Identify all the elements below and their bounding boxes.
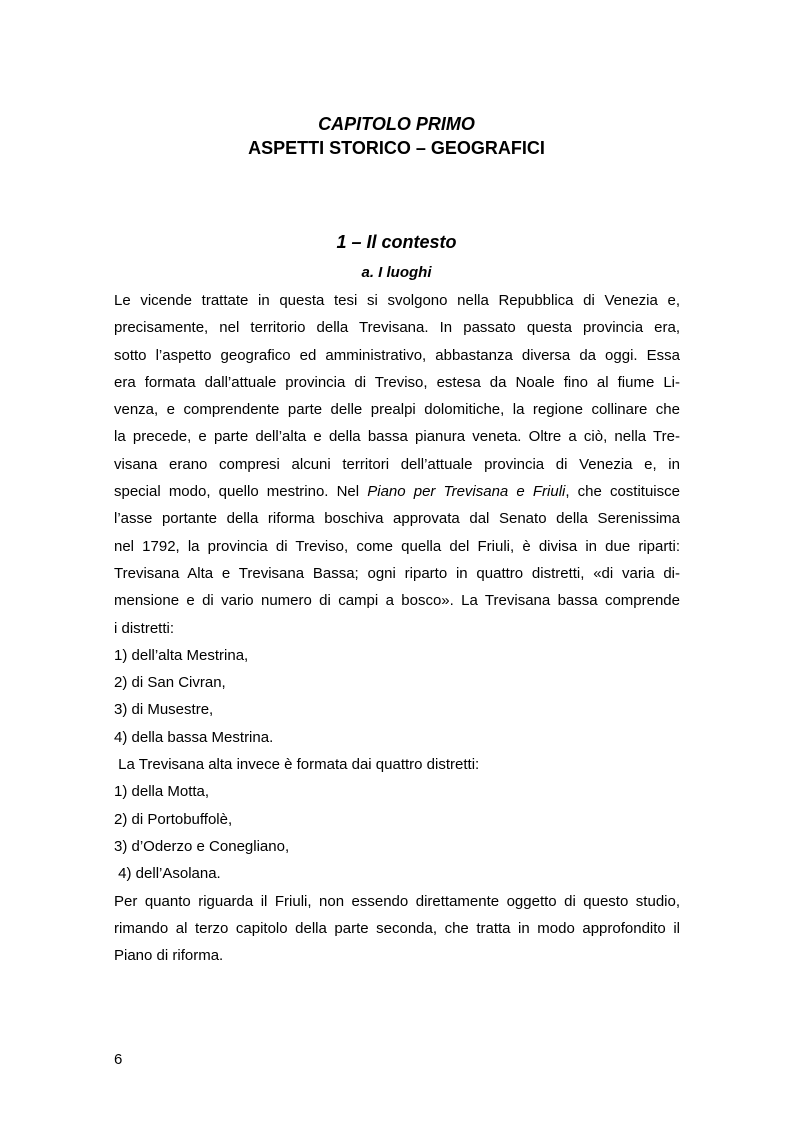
text-run: special modo, quello mestrino. Nel [114, 483, 368, 501]
paragraph-line: Piano di riforma. [114, 947, 224, 965]
paragraph-line: Le vicende trattate in questa tesi si svolgono nella Repubblica di Venezia e, [114, 292, 680, 309]
chapter-label: CAPITOLO PRIMO [318, 114, 475, 134]
list-item: 3) di Musestre, [114, 701, 214, 719]
paragraph-line: l’asse portante della riforma boschiva approvata dal Senato della Serenissima [114, 510, 680, 528]
page-number: 6 [114, 1051, 123, 1068]
paragraph-line: era formata dall’attuale provincia di Treviso, estesa da Noale fino al fiume Li- [114, 373, 680, 391]
chapter-title: ASPETTI STORICO – GEOGRAFICI [248, 138, 545, 158]
paragraph-line: venza, e comprendente parte delle prealpi dolomitiche, la regione collinare che [114, 401, 680, 419]
section-title: 1 – Il contesto [336, 232, 457, 252]
paragraph-line: mensione e di vario numero di campi a bosco». La Trevisana bassa comprende [114, 592, 680, 610]
paragraph-line: sotto l’aspetto geografico ed amministrativo, abbastanza diversa da oggi. Essa [114, 346, 680, 364]
paragraph-line: nel 1792, la provincia di Treviso, come quella del Friuli, è divisa in due riparti: [114, 537, 680, 555]
list-item: 2) di San Civran, [114, 674, 226, 692]
list-item: 4) dell’Asolana. [114, 865, 221, 883]
subsection-title: a. I luoghi [361, 264, 432, 281]
list-item: 1) dell’alta Mestrina, [114, 646, 249, 664]
list-item: 2) di Portobuffolè, [114, 810, 233, 828]
list-item: 4) della bassa Mestrina. [114, 728, 274, 746]
paragraph-line: La Trevisana alta invece è formata dai quattro distretti: [114, 756, 480, 774]
list-item: 3) d’Oderzo e Conegliano, [114, 837, 290, 855]
text-run: , che costituisce [565, 483, 680, 501]
paragraph-line: Trevisana Alta e Trevisana Bassa; ogni riparto in quattro distretti, «di varia di- [114, 564, 680, 582]
body-text [114, 287, 680, 969]
paragraph-line: i distretti: [114, 619, 175, 637]
paragraph-line: visana erano compresi alcuni territori dell’attuale provincia di Venezia e, in [114, 455, 680, 473]
italic-document-title: Piano per Trevisana e Friuli [367, 483, 566, 501]
paragraph-line: la precede, e parte dell’alta e della bassa pianura veneta. Oltre a ciò, nella Tre- [114, 428, 680, 446]
paragraph-line: precisamente, nel territorio della Trevisana. In passato questa provincia era, [114, 319, 680, 337]
paragraph-line: rimando al terzo capitolo della parte seconda, che tratta in modo approfondito il [114, 919, 680, 937]
paragraph-line-with-title [114, 478, 680, 505]
paragraph-line: Per quanto riguarda il Friuli, non essendo direttamente oggetto di questo studio, [114, 892, 680, 910]
list-item: 1) della Motta, [114, 783, 210, 801]
